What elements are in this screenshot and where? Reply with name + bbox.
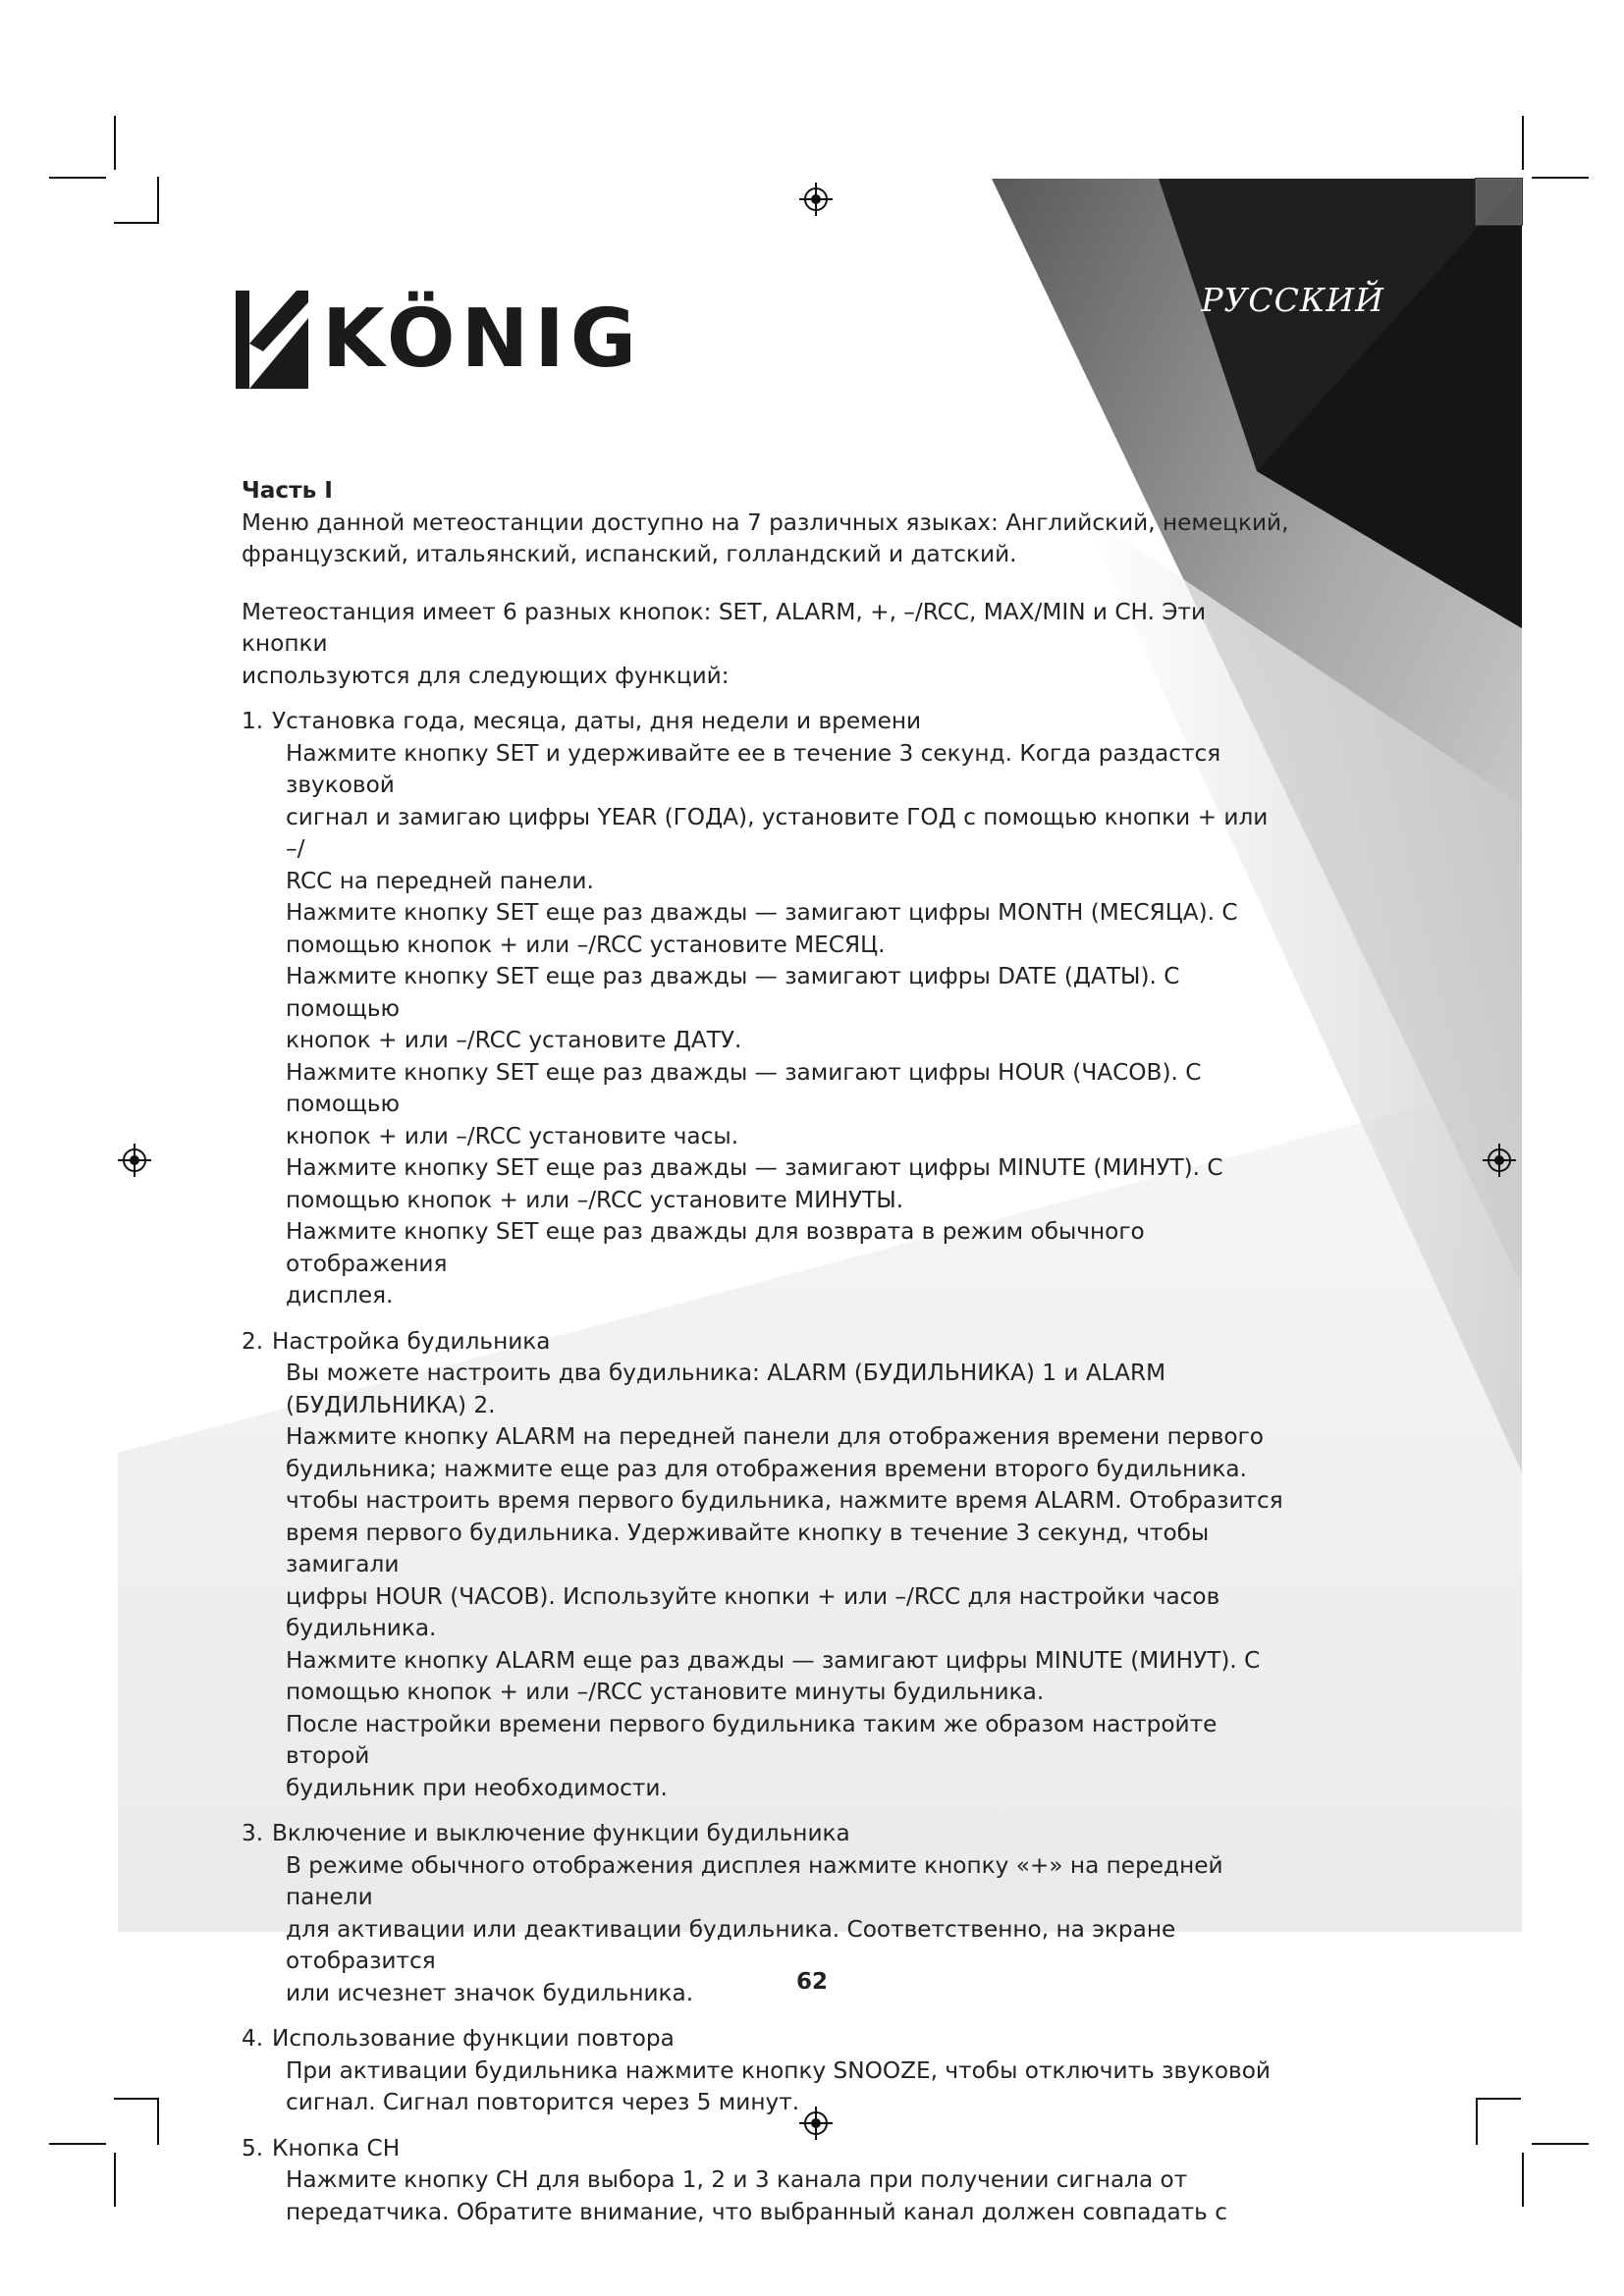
crop-mark [1532,2143,1589,2145]
crop-mark [114,2153,116,2207]
crop-mark [1476,2098,1478,2145]
section-title-text: Настройка будильника [272,1327,551,1355]
section-line: будильника. [286,1615,437,1641]
konig-k-icon [236,291,308,389]
section-line: дисплея. [286,1282,394,1308]
section-line: кнопок + или –/RCC установите часы. [286,1122,739,1149]
crop-mark [1522,2153,1524,2207]
section-number: 4. [242,2025,264,2052]
section-line: или исчезнет значок будильника. [286,1979,694,2006]
instruction-section [242,1326,1292,1805]
section-line: Вы можете настроить два будильника: ALARM (БУДИЛЬНИКА) 1 и ALARM [286,1360,1166,1386]
section-title [242,2133,1292,2165]
intro-line: французский, итальянский, испанский, голландский и датский. [242,541,1017,567]
section-title-text: Включение и выключение функции будильника [272,1820,850,1846]
section-line: чтобы настроить время первого будильника, нажмите время ALARM. Отобразится [286,1487,1283,1514]
page-number: 62 [795,1969,828,1995]
section-line: помощью кнопок + или –/RCC установите МИНУТЫ. [286,1186,904,1213]
section-line: Нажмите кнопку SET еще раз дважды — замигают цифры MINUTE (МИНУТ). С [286,1154,1223,1181]
section-line: сигнал и замигаю цифры YEAR (ГОДА), установите ГОД с помощью кнопки + или –/ [286,803,1269,862]
section-number: 5. [242,2134,264,2162]
language-label: РУССКИЙ [1201,281,1384,319]
crop-mark [1522,116,1524,170]
instruction-list [242,706,1292,2228]
section-line: помощью кнопок + или –/RCC установите минуты будильника. [286,1679,1045,1705]
registration-mark [799,183,833,216]
section-line: будильника; нажмите еще раз для отображения времени второго будильника. [286,1455,1247,1482]
section-title-text: Кнопка CH [272,2134,401,2162]
buttons-intro-line: Метеостанция имеет 6 разных кнопок: SET, ALARM, +, –/RCC, MAX/MIN и CH. Эти кнопки [242,598,1207,657]
section-line: Нажмите кнопку SET и удерживайте ее в течение 3 секунд. Когда раздастся звуковой [286,739,1221,798]
section-line: помощью кнопок + или –/RCC установите МЕСЯЦ. [286,931,886,958]
intro-line: Меню данной метеостанции доступно на 7 различных языках: Английский, немецкий, [242,508,1289,536]
section-line: Нажмите кнопку ALARM еще раз дважды — замигают цифры MINUTE (МИНУТ). С [286,1646,1261,1674]
section-line: Нажмите кнопку SET еще раз дважды — замигают цифры MONTH (МЕСЯЦА). С [286,899,1238,926]
section-line: RCC на передней панели. [286,867,594,894]
section-line: цифры HOUR (ЧАСОВ). Используйте кнопки + или –/RCC для настройки часов [286,1582,1220,1610]
section-number: 2. [242,1327,264,1355]
section-line: Нажмите кнопку ALARM на передней панели для отображения времени первого [286,1423,1264,1450]
crop-mark [49,2143,106,2145]
crop-mark [114,222,159,224]
section-line: Нажмите кнопку SET еще раз дважды — замигают цифры DATE (ДАТЫ). С помощью [286,963,1180,1022]
section-title [242,1818,1292,1850]
section-title [242,706,1292,738]
section-number: 1. [242,708,264,734]
section-number: 3. [242,1820,264,1846]
section-title-text: Использование функции повтора [272,2025,675,2052]
section-line: Нажмите кнопку SET еще раз дважды — замигают цифры HOUR (ЧАСОВ). С помощью [286,1058,1202,1117]
section-title-text: Установка года, месяца, даты, дня недели и времени [272,708,922,734]
document-body [242,475,1292,2228]
section-line: будильник при необходимости. [286,1774,668,1801]
crop-mark [157,2098,159,2145]
brand-wordmark: KÖNIG [322,293,643,386]
section-line: Нажмите кнопку SET еще раз дважды для возврата в режим обычного отображения [286,1218,1145,1277]
section-line: кнопок + или –/RCC установите ДАТУ. [286,1027,742,1053]
section-line: В режиме обычного отображения дисплея нажмите кнопку «+» на передней панели [286,1851,1223,1910]
section-line: (БУДИЛЬНИКА) 2. [286,1391,496,1418]
section-line: Нажмите кнопку CH для выбора 1, 2 и 3 канала при получении сигнала от [286,2166,1188,2193]
registration-mark [118,1144,151,1177]
section-title [242,2023,1292,2056]
instruction-section [242,2133,1292,2229]
crop-mark [157,177,159,224]
section-line: После настройки времени первого будильника таким же образом настройте второй [286,1710,1218,1769]
registration-mark [1483,1144,1516,1177]
section-line: передатчика. Обратите внимание, что выбранный канал должен совпадать с [286,2198,1227,2225]
section-line: время первого будильника. Удерживайте кнопку в течение 3 секунд, чтобы замигали [286,1519,1210,1577]
buttons-intro-line: используются для следующих функций: [242,662,730,689]
instruction-section [242,2023,1292,2119]
part-title: Часть I [242,477,333,504]
section-line: для активации или деактивации будильника. Соответственно, на экране отобразится [286,1915,1176,1974]
section-line: сигнал. Сигнал повторится через 5 минут. [286,2089,800,2115]
section-title [242,1326,1292,1359]
crop-mark [114,116,116,170]
instruction-section [242,706,1292,1312]
crop-mark [114,2098,159,2100]
crop-mark [1532,177,1589,179]
crop-mark [49,177,106,179]
section-line: При активации будильника нажмите кнопку SNOOZE, чтобы отключить звуковой [286,2056,1271,2084]
crop-mark [1476,2098,1521,2100]
